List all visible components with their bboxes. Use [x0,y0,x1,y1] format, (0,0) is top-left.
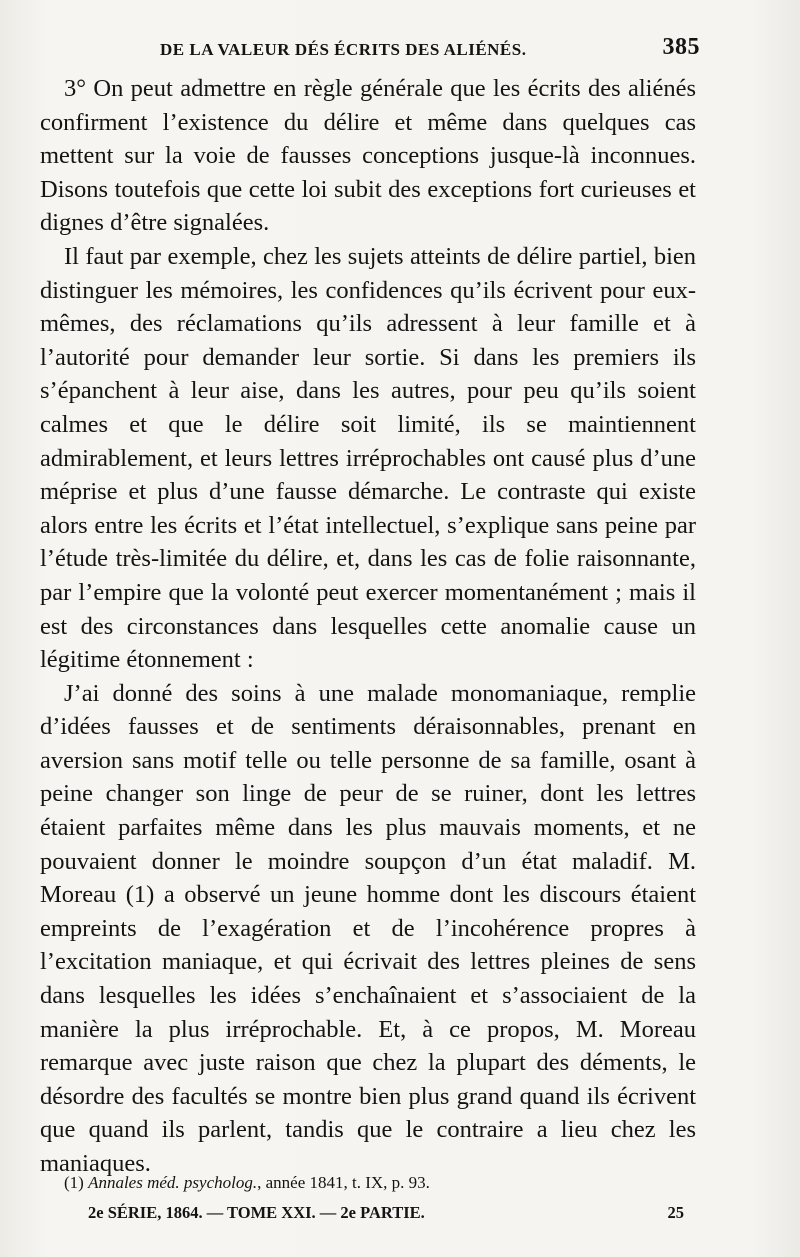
running-head [160,34,700,74]
page-number: 385 [662,34,700,60]
footnote-marker: (1) [64,1173,84,1192]
footnote-details: , année 1841, t. IX, p. 93. [257,1173,430,1192]
series-line: 2e SÉRIE, 1864. — TOME XXI. — 2e PARTIE. [88,1203,425,1222]
sheet-number: 25 [667,1203,684,1222]
running-title: DE LA VALEUR DÉS ÉCRITS DES ALIÉNÉS. [160,40,527,59]
paragraph-1: 3° On peut admettre en règle générale que les écrits des aliénés confirment l’existence du délire et même dans quelques cas mettent sur la voie de fausses conceptions jusque-là inconnues. Disons toutefois que cette loi subit des exceptions fort curieuses et dignes d’être signalées. [40,75,696,237]
footnote [64,1172,684,1194]
paragraph-2: Il faut par exemple, chez les sujets atteints de délire partiel, bien distinguer les mémoires, les confidences qu’ils écrivent pour eux-mêmes, des réclamations qu’ils adressent à leur famille et à l’autorité pour demander leur sortie. Si dans les premiers ils s’épanchent à leur aise, dans les autres, pour peu qu’ils soient calmes et que le délire soit limité, ils se maintiennent admirablement, et leurs lettres irréprochables ont causé plus d’une méprise et plus d’une fausse démarche. Le contraste qui existe alors entre les écrits et l’état intellectuel, s’explique sans peine par l’étude très-limitée du délire, et, dans les cas de folie raisonnante, par l’empire que la volonté peut exercer momentanément ; mais il est des circonstances dans lesquelles cette anomalie cause un légitime étonnement : [40,242,696,674]
body-text [40,72,696,1181]
printer-signature [88,1203,684,1227]
paragraph-3: J’ai donné des soins à une malade monomaniaque, remplie d’idées fausses et de sentiments déraisonnables, prenant en aversion sans motif telle ou telle personne de sa famille, osant à peine changer son linge de peur de se ruiner, dont les lettres étaient parfaites même dans les plus mauvais moments, et ne pouvaient donner le moindre soupçon d’un état maladif. M. Moreau (1) a observé un jeune homme dont les discours étaient empreints de l’exagération et de l’incohérence propres à l’excitation maniaque, et qui écrivait des lettres pleines de sens dans lesquelles les idées s’enchaînaient et s’associaient de la manière la plus irréprochable. Et, à ce propos, M. Moreau remarque avec juste raison que chez la plupart des déments, le désordre des facultés se montre bien plus grand quand ils écrivent que quand ils parlent, tandis que le contraire a lieu chez les maniaques. [40,679,696,1177]
footnote-source: Annales méd. psycholog. [88,1173,258,1192]
